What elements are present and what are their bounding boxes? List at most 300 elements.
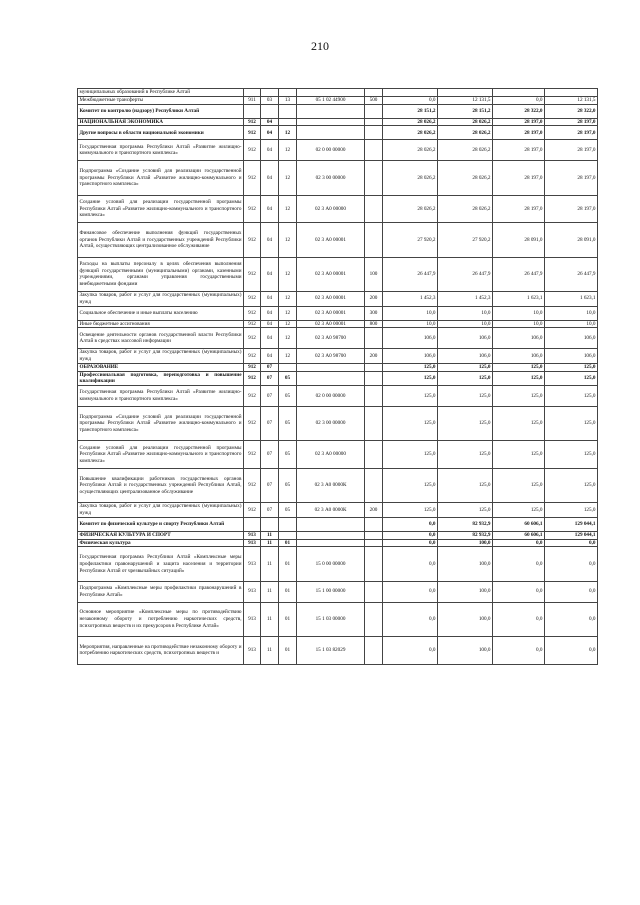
target-article-cell: 02 0 00 00000 [297,140,365,161]
amount-cell-3: 125,0 [493,503,545,518]
expense-type-cell [365,531,383,539]
table-row [78,257,598,291]
section-code-cell [261,89,279,97]
amount-cell-2: 28 026,2 [438,126,493,140]
amount-cell-3: 60 606,1 [493,531,545,539]
table-body [78,89,598,665]
table-row [78,89,598,97]
amount-cell-3: 0,0 [493,96,545,104]
row-name-cell: Государственная программа Республики Алтай «Развитие жилищно-коммунального и транспортного комплекса» [78,140,244,161]
amount-cell-4: 28 197,0 [545,118,598,126]
target-article-cell: 02 3 00 00000 [297,406,365,440]
amount-cell-1: 0,0 [383,96,438,104]
subsection-code-cell: 01 [279,581,297,602]
amount-cell-2: 28 026,2 [438,118,493,126]
amount-cell-1: 0,0 [383,602,438,636]
table-row [78,328,598,349]
section-code-cell: 04 [261,118,279,126]
subsection-code-cell: 05 [279,441,297,469]
amount-cell-2: 106,0 [438,349,493,364]
amount-cell-3: 125,0 [493,386,545,407]
row-name-cell: Подпрограмма «Комплексные меры профилактики правонарушений в Республике Алтай» [78,581,244,602]
expense-type-cell [365,517,383,531]
subsection-code-cell: 12 [279,320,297,328]
target-article-cell: 02 3 А0 0000К [297,503,365,518]
ministry-code-cell: 913 [244,637,261,665]
amount-cell-4: 28 197,0 [545,195,598,223]
amount-cell-2: 82 932,9 [438,517,493,531]
amount-cell-1: 125,0 [383,371,438,386]
expense-type-cell [365,386,383,407]
ministry-code-cell [244,517,261,531]
row-name-cell: НАЦИОНАЛЬНАЯ ЭКОНОМИКА [78,118,244,126]
ministry-code-cell: 912 [244,349,261,364]
table-row [78,517,598,531]
section-code-cell: 11 [261,539,279,547]
section-code-cell: 07 [261,386,279,407]
row-name-cell: муниципальных образований в Республике Алтай [78,89,244,97]
amount-cell-2: 28 026,2 [438,140,493,161]
row-name-cell: Основное мероприятие «Комплексные меры по противодействию незаконному обороту и потреблению наркотических средств, психотропных веществ и их прекурсоров в Республике Алтай» [78,602,244,636]
amount-cell-3: 0,0 [493,602,545,636]
amount-cell-3: 28 322,0 [493,104,545,118]
row-name-cell: Закупка товаров, работ и услуг для государственных (муниципальных) нужд [79,292,242,305]
target-article-cell: 15 1 03 82029 [297,637,365,665]
amount-cell-1 [383,89,438,97]
subsection-code-cell: 12 [279,161,297,195]
expense-type-cell [365,363,383,371]
target-article-cell [297,126,365,140]
table-row [78,371,598,386]
amount-cell-2: 125,0 [438,371,493,386]
table-row [78,531,598,539]
amount-cell-2: 100,0 [438,581,493,602]
amount-cell-2: 10,0 [438,306,493,320]
amount-cell-3: 0,0 [493,581,545,602]
amount-cell-3: 0,0 [493,637,545,665]
subsection-code-cell: 12 [279,140,297,161]
row-name-cell: Другие вопросы в области национальной экономики [78,126,244,140]
subsection-code-cell: 12 [279,349,297,364]
row-name-cell: Подпрограмма «Создание условий для реализации государственной программы Республики Алтай «Развитие жилищно-коммунального и транспортного комплекса» [78,161,244,195]
amount-cell-3 [493,89,545,97]
amount-cell-1: 125,0 [383,503,438,518]
amount-cell-3: 28 197,0 [493,195,545,223]
amount-cell-2: 12 131,5 [438,96,493,104]
section-code-cell: 04 [261,161,279,195]
amount-cell-3: 125,0 [493,371,545,386]
subsection-code-cell: 12 [279,223,297,257]
table-row [78,363,598,371]
amount-cell-4: 1 623,1 [545,292,598,307]
section-code-cell: 07 [261,406,279,440]
amount-cell-1: 28 026,2 [383,118,438,126]
amount-cell-3: 1 623,1 [493,292,545,307]
amount-cell-4: 125,0 [545,503,598,518]
expense-type-cell [365,195,383,223]
row-name-cell: Закупка товаров, работ и услуг для государственных (муниципальных) нужд [79,349,242,363]
row-name-cell: Создание условий для реализации государственной программы Республики Алтай «Развитие жилищно-коммунального и транспортного комплекса» [78,195,244,223]
amount-cell-2: 125,0 [438,363,493,371]
table-row [78,195,598,223]
ministry-code-cell: 912 [244,126,261,140]
subsection-code-cell [279,104,297,118]
row-name-cell: Повышение квалификации работников государственных органов Республики Алтай и государственных учреждений Республики Алтай, осуществляющих централизованное обслуживание [78,468,244,502]
target-article-cell: 02 3 А0 00001 [297,223,365,257]
amount-cell-2: 26 447,9 [438,257,493,291]
amount-cell-4: 28 091,0 [545,223,598,257]
expense-type-cell [365,328,383,349]
subsection-code-cell: 05 [279,503,297,518]
amount-cell-2: 125,0 [438,468,493,502]
target-article-cell: 05 1 02 44900 [297,96,365,104]
amount-cell-3: 28 197,0 [493,118,545,126]
table-row [78,161,598,195]
section-code-cell: 04 [261,320,279,328]
amount-cell-4: 28 197,0 [545,126,598,140]
amount-cell-3: 0,0 [493,539,545,547]
target-article-cell [297,517,365,531]
ministry-code-cell: 912 [244,195,261,223]
table-row [78,320,598,328]
amount-cell-3: 106,0 [493,328,545,349]
table-row [78,96,598,104]
amount-cell-3: 10,0 [493,320,545,328]
subsection-code-cell: 05 [279,386,297,407]
amount-cell-4: 0,0 [545,602,598,636]
target-article-cell [297,371,365,386]
ministry-code-cell: 912 [244,161,261,195]
section-code-cell: 11 [261,602,279,636]
row-name-cell: Подпрограмма «Создание условий для реализации государственной программы Республики Алтай «Развитие жилищно-коммунального и транспортного комплекса» [78,406,244,440]
budget-table [77,88,598,665]
ministry-code-cell: 912 [244,257,261,291]
target-article-cell [297,118,365,126]
section-code-cell [261,104,279,118]
amount-cell-1: 125,0 [383,363,438,371]
amount-cell-4: 0,0 [545,547,598,581]
amount-cell-4: 0,0 [545,637,598,665]
target-article-cell: 02 3 А0 00001 [297,320,365,328]
target-article-cell [297,104,365,118]
table-row [78,468,598,502]
table-row [78,118,598,126]
expense-type-cell [365,118,383,126]
row-name-cell: ОБРАЗОВАНИЕ [78,363,244,371]
amount-cell-1: 28 026,2 [383,161,438,195]
expense-type-cell: 200 [365,503,383,518]
amount-cell-3: 28 091,0 [493,223,545,257]
ministry-code-cell: 912 [244,468,261,502]
ministry-code-cell: 912 [244,306,261,320]
subsection-code-cell: 12 [279,257,297,291]
table-row [78,602,598,636]
amount-cell-1: 28 026,2 [383,195,438,223]
ministry-code-cell: 912 [244,363,261,371]
subsection-code-cell: 05 [279,406,297,440]
amount-cell-3: 28 197,0 [493,140,545,161]
subsection-code-cell [279,89,297,97]
amount-cell-2: 100,0 [438,539,493,547]
amount-cell-1: 27 920,2 [383,223,438,257]
amount-cell-3: 106,0 [493,349,545,364]
amount-cell-1: 0,0 [383,581,438,602]
target-article-cell: 02 3 А0 98700 [297,328,365,349]
subsection-code-cell: 01 [279,602,297,636]
ministry-code-cell: 912 [244,406,261,440]
table-row [78,140,598,161]
expense-type-cell: 800 [365,320,383,328]
target-article-cell: 15 1 03 00000 [297,602,365,636]
ministry-code-cell: 912 [244,503,261,518]
target-article-cell: 15 1 00 00000 [297,581,365,602]
subsection-code-cell: 12 [279,126,297,140]
subsection-code-cell [279,531,297,539]
target-article-cell: 02 3 А0 00000 [297,441,365,469]
table-row [78,292,598,307]
amount-cell-1: 106,0 [383,328,438,349]
section-code-cell: 11 [261,637,279,665]
row-name-cell: Создание условий для реализации государственной программы Республики Алтай «Развитие жилищно-коммунального и транспортного комплекса» [78,441,244,469]
ministry-code-cell: 912 [244,223,261,257]
amount-cell-3: 0,0 [493,547,545,581]
amount-cell-2: 100,0 [438,637,493,665]
expense-type-cell: 300 [365,306,383,320]
amount-cell-1: 10,0 [383,320,438,328]
amount-cell-1: 125,0 [383,468,438,502]
section-code-cell: 11 [261,531,279,539]
amount-cell-3: 28 197,0 [493,161,545,195]
target-article-cell: 02 3 А0 00001 [297,306,365,320]
expense-type-cell: 200 [365,292,383,307]
ministry-code-cell [244,104,261,118]
amount-cell-2: 106,0 [438,328,493,349]
expense-type-cell [365,581,383,602]
amount-cell-2: 28 026,2 [438,195,493,223]
table-row [78,104,598,118]
amount-cell-2: 125,0 [438,503,493,518]
amount-cell-1: 10,0 [383,306,438,320]
expense-type-cell: 500 [365,96,383,104]
subsection-code-cell: 12 [279,292,297,307]
amount-cell-1: 106,0 [383,349,438,364]
section-code-cell: 07 [261,503,279,518]
expense-type-cell [365,468,383,502]
ministry-code-cell: 912 [244,292,261,307]
amount-cell-3: 26 447,9 [493,257,545,291]
amount-cell-4: 0,0 [545,581,598,602]
amount-cell-4: 26 447,9 [545,257,598,291]
table-row [78,503,598,518]
amount-cell-4: 106,0 [545,349,598,364]
section-code-cell: 07 [261,363,279,371]
ministry-code-cell: 912 [244,320,261,328]
amount-cell-4: 12 131,5 [545,96,598,104]
amount-cell-1: 0,0 [383,547,438,581]
row-name-cell: Физическая культура [78,539,244,547]
row-name-cell: Мероприятия, направленные на противодействие незаконному обороту и потреблению наркотических средств, психотропных веществ и [78,637,244,665]
expense-type-cell: 200 [365,349,383,364]
table-row [78,539,598,547]
amount-cell-2: 125,0 [438,386,493,407]
amount-cell-4: 28 322,0 [545,104,598,118]
table-row [78,441,598,469]
subsection-code-cell: 01 [279,539,297,547]
ministry-code-cell: 912 [244,386,261,407]
ministry-code-cell: 913 [244,602,261,636]
amount-cell-2: 100,0 [438,602,493,636]
amount-cell-2: 28 151,2 [438,104,493,118]
subsection-code-cell [279,118,297,126]
subsection-code-cell: 12 [279,195,297,223]
section-code-cell: 04 [261,257,279,291]
amount-cell-1: 26 447,9 [383,257,438,291]
amount-cell-2: 10,0 [438,320,493,328]
row-name-cell: Межбюджетные трансферты [78,96,244,104]
amount-cell-2: 1 452,3 [438,292,493,307]
subsection-code-cell: 13 [279,96,297,104]
subsection-code-cell: 12 [279,306,297,320]
expense-type-cell [365,602,383,636]
amount-cell-4: 125,0 [545,363,598,371]
target-article-cell: 02 3 А0 00001 [297,257,365,291]
row-name-cell: Финансовое обеспечение выполнения функций государственных органов Республики Алтай и государственных учреждений Республики Алтай, осуществляющих централизованное обслуживание [78,223,244,257]
table-row [78,223,598,257]
amount-cell-4: 125,0 [545,371,598,386]
expense-type-cell [365,406,383,440]
ministry-code-cell: 912 [244,118,261,126]
amount-cell-4: 106,0 [545,328,598,349]
section-code-cell: 04 [261,292,279,307]
table-row [78,547,598,581]
expense-type-cell [365,161,383,195]
amount-cell-2: 100,0 [438,547,493,581]
row-name-cell: Комитет по физической культуре и спорту Республики Алтай [78,517,244,531]
amount-cell-1: 125,0 [383,441,438,469]
table-row [78,306,598,320]
subsection-code-cell [279,517,297,531]
amount-cell-1: 28 026,2 [383,126,438,140]
amount-cell-4: 125,0 [545,386,598,407]
ministry-code-cell: 913 [244,581,261,602]
amount-cell-2: 27 920,2 [438,223,493,257]
row-name-cell: ФИЗИЧЕСКАЯ КУЛЬТУРА И СПОРТ [78,531,244,539]
section-code-cell [261,517,279,531]
expense-type-cell [365,126,383,140]
amount-cell-4: 10,0 [545,320,598,328]
amount-cell-1: 125,0 [383,386,438,407]
section-code-cell: 04 [261,140,279,161]
amount-cell-1: 28 026,2 [383,140,438,161]
amount-cell-3: 125,0 [493,441,545,469]
amount-cell-1: 28 151,2 [383,104,438,118]
section-code-cell: 11 [261,581,279,602]
amount-cell-4 [545,89,598,97]
section-code-cell: 03 [261,96,279,104]
ministry-code-cell: 912 [244,328,261,349]
section-code-cell: 04 [261,126,279,140]
amount-cell-2: 125,0 [438,441,493,469]
table-row [78,581,598,602]
amount-cell-4: 129 044,1 [545,517,598,531]
ministry-code-cell: 912 [244,441,261,469]
table-row [78,126,598,140]
amount-cell-3: 125,0 [493,363,545,371]
amount-cell-1: 0,0 [383,531,438,539]
expense-type-cell [365,223,383,257]
section-code-cell: 07 [261,468,279,502]
section-code-cell: 07 [261,441,279,469]
amount-cell-3: 125,0 [493,468,545,502]
target-article-cell [297,89,365,97]
row-name-cell: Государственная программа Республики Алтай «Развитие жилищно-коммунального и транспортного комплекса» [78,386,244,407]
ministry-code-cell: 912 [244,371,261,386]
target-article-cell: 02 3 00 00000 [297,161,365,195]
ministry-code-cell: 913 [244,547,261,581]
amount-cell-4: 125,0 [545,468,598,502]
amount-cell-2: 82 932,9 [438,531,493,539]
amount-cell-1: 0,0 [383,637,438,665]
amount-cell-4: 125,0 [545,441,598,469]
subsection-code-cell: 01 [279,547,297,581]
amount-cell-2: 125,0 [438,406,493,440]
ministry-code-cell: 913 [244,539,261,547]
section-code-cell: 04 [261,223,279,257]
subsection-code-cell: 05 [279,468,297,502]
ministry-code-cell: 913 [244,531,261,539]
section-code-cell: 11 [261,547,279,581]
amount-cell-1: 125,0 [383,406,438,440]
subsection-code-cell [279,363,297,371]
amount-cell-1: 1 452,3 [383,292,438,307]
amount-cell-2 [438,89,493,97]
amount-cell-3: 28 197,0 [493,126,545,140]
page-number: 210 [311,39,329,53]
amount-cell-4: 0,0 [545,539,598,547]
row-name-cell: Государственная программа Республики Алтай «Комплексные меры профилактики правонарушений и защита населения и территории Республики Алтай от чрезвычайных ситуаций» [78,547,244,581]
amount-cell-4: 129 044,1 [545,531,598,539]
table-row [78,386,598,407]
amount-cell-4: 28 197,0 [545,140,598,161]
row-name-cell: Комитет по контролю (надзору) Республики Алтай [78,104,244,118]
expense-type-cell [365,371,383,386]
row-name-cell: Иные бюджетные ассигнования [78,320,244,328]
section-code-cell: 04 [261,349,279,364]
target-article-cell: 15 0 00 00000 [297,547,365,581]
subsection-code-cell: 05 [279,371,297,386]
row-name-cell: Закупка товаров, работ и услуг для государственных (муниципальных) нужд [79,503,242,517]
table-row [78,349,598,364]
target-article-cell: 02 0 00 00000 [297,386,365,407]
expense-type-cell [365,637,383,665]
amount-cell-4: 125,0 [545,406,598,440]
target-article-cell: 02 3 А0 00000 [297,195,365,223]
section-code-cell: 04 [261,328,279,349]
amount-cell-3: 10,0 [493,306,545,320]
expense-type-cell [365,441,383,469]
ministry-code-cell [244,89,261,97]
expense-type-cell [365,89,383,97]
expense-type-cell [365,104,383,118]
subsection-code-cell: 01 [279,637,297,665]
amount-cell-4: 28 197,0 [545,161,598,195]
ministry-code-cell: 911 [244,96,261,104]
row-name-cell: Профессиональная подготовка, переподготовка и повышение квалификации [79,371,242,385]
row-name-cell: Социальное обеспечение и иные выплаты населению [78,306,244,320]
subsection-code-cell: 12 [279,328,297,349]
expense-type-cell [365,140,383,161]
amount-cell-1: 0,0 [383,539,438,547]
